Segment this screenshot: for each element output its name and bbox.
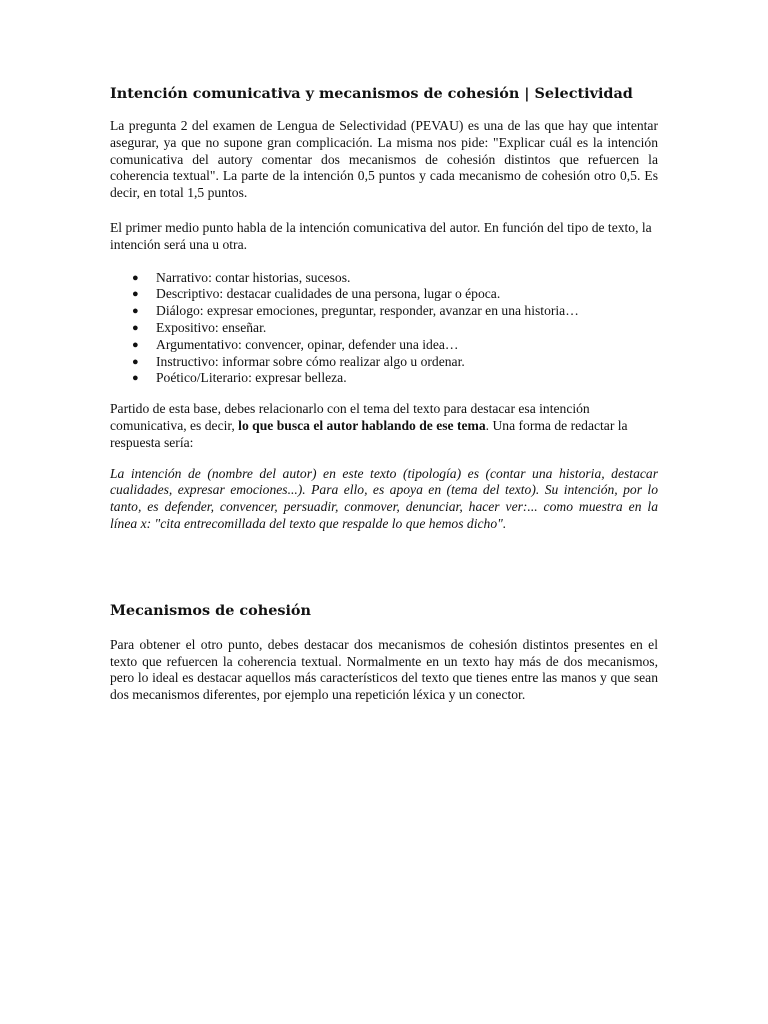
emphasis-text: lo que busca el autor hablando de ese tema: [238, 417, 486, 433]
list-item: ● Narrativo: contar historias, sucesos.: [132, 269, 351, 285]
intro-paragraph: La pregunta 2 del examen de Lengua de Selectividad (PEVAU) es una de las que hay que intentar asegurar, ya que no supone gran complicación. La misma nos pide: "Explicar cuál es la intención comunicativa del autory comentar dos mecanismos de cohesión distintos que refuercen la coherencia textual". La parte de la intención 0,5 puntos y cada mecanismo de cohesión otro 0,5. Es decir, en total 1,5 puntos.: [110, 118, 658, 201]
bullet-icon: ●: [132, 355, 139, 368]
text-types-list: [110, 270, 658, 388]
relate-paragraph: Partido de esta base, debes relacionarlo con el tema del texto para destacar esa intención comunicativa, es decir, lo que busca el autor hablando de ese tema. Una forma de redactar la respuesta sería:: [110, 401, 628, 450]
section-title-cohesion: Mecanismos de cohesión: [110, 601, 311, 619]
cohesion-paragraph: Para obtener el otro punto, debes destacar dos mecanismos de cohesión distintos presentes en el texto que refuercen la coherencia textual. Normalmente en un texto hay más de dos mecanismos, pero lo ideal es destacar aquellos más característicos del texto que tienes entre las manos y que sean dos mecanismos diferentes, por ejemplo una repetición léxica y un conector.: [110, 636, 658, 703]
list-item: ● Diálogo: expresar emociones, preguntar, responder, avanzar en una historia…: [132, 303, 579, 319]
bullet-icon: ●: [132, 305, 139, 318]
list-item: ● Instructivo: informar sobre cómo realizar algo u ordenar.: [132, 353, 465, 369]
bullet-icon: ●: [132, 372, 139, 385]
intention-paragraph: El primer medio punto habla de la intención comunicativa del autor. En función del tipo de texto, la intención será una u otra.: [110, 219, 652, 252]
bullet-icon: ●: [132, 271, 139, 284]
example-answer-paragraph: La intención de (nombre del autor) en este texto (tipología) es (contar una historia, destacar cualidades, expresar emociones...). Para ello, es apoya en (tema del texto). Su intención, por lo tanto, es defender, convencer, persuadir, conmover, denunciar, hacer ver:... como muestra en la línea x: "cita entrecomillada del texto que respalde lo que hemos dicho".: [110, 465, 658, 531]
list-item: ● Descriptivo: destacar cualidades de una persona, lugar o época.: [132, 286, 501, 302]
bullet-icon: ●: [132, 288, 139, 301]
list-item: ● Expositivo: enseñar.: [132, 319, 267, 335]
bullet-icon: ●: [132, 321, 139, 334]
document-title: Intención comunicativa y mecanismos de cohesión | Selectividad: [110, 85, 633, 102]
section-spacer: [110, 533, 658, 601]
bullet-icon: ●: [132, 338, 139, 351]
list-item: ● Poético/Literario: expresar belleza.: [132, 370, 347, 386]
list-item: ● Argumentativo: convencer, opinar, defender una idea…: [132, 336, 459, 352]
document-page: [110, 84, 658, 704]
